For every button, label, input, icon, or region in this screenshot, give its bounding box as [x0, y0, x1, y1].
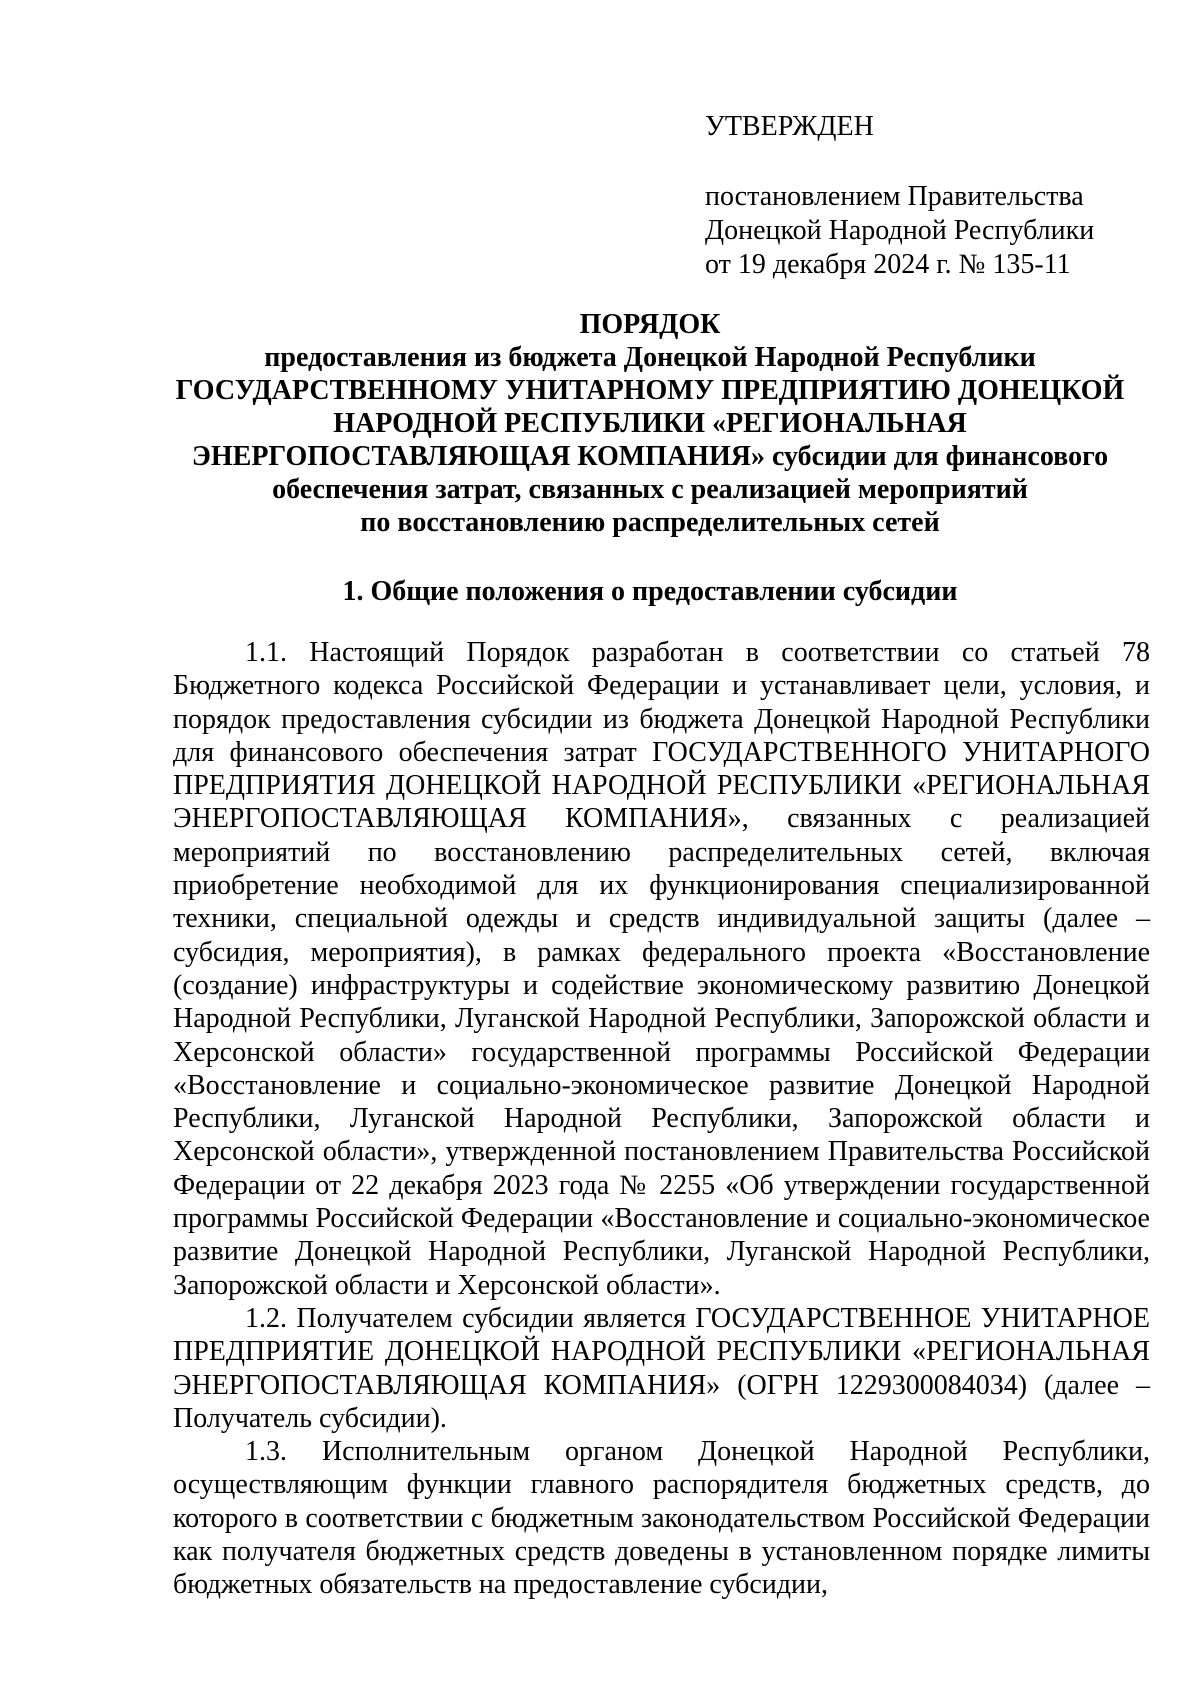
- title-heading: ПОРЯДОК: [579, 309, 721, 340]
- title-line-4: ЭНЕРГОПОСТАВЛЯЮЩАЯ КОМПАНИЯ» субсидии для финансового: [191, 441, 1109, 472]
- approval-line-2: Донецкой Народной Республики: [705, 215, 1095, 246]
- section-heading: 1. Общие положения о предоставлении субсидии: [342, 576, 958, 607]
- paragraph-1-1: 1.1. Настоящий Порядок разработан в соответствии со статьей 78 Бюджетного кодекса Российской Федерации и устанавливает цели, условия, и порядок предоставления субсидии из бюджета Донецкой Народной Республики для финансового обеспечения затрат ГОСУДАРСТВЕННОГО УНИТАРНОГО ПРЕДПРИЯТИЯ ДОНЕЦКОЙ НАРОДНОЙ РЕСПУБЛИКИ «РЕГИОНАЛЬНАЯ ЭНЕРГОПОСТАВЛЯЮЩАЯ КОМПАНИЯ», связанных с реализацией мероприятий по восстановлению распределительных сетей, включая приобретение необходимой для их функционирования специализированной техники, специальной одежды и средств индивидуальной защиты (далее – субсидия, мероприятия), в рамках федерального проекта «Восстановление (создание) инфраструктуры и содействие экономическому развитию Донецкой Народной Республики, Луганской Народной Республики, Запорожской области и Херсонской области» государственной программы Российской Федерации «Восстановление и социально-экономическое развитие Донецкой Народной Республики, Луганской Народной Республики, Запорожской области и Херсонской области», утвержденной постановлением Правительства Российской Федерации от 22 декабря 2023 года № 2255 «Об утверждении государственной программы Российской Федерации «Восстановление и социально-экономическое развитие Донецкой Народной Республики, Луганской Народной Республики, Запорожской области и Херсонской области».: [173, 637, 1150, 1301]
- approval-line-1: постановлением Правительства: [705, 181, 1084, 212]
- title-line-2: ГОСУДАРСТВЕННОМУ УНИТАРНОМУ ПРЕДПРИЯТИЮ ДОНЕЦКОЙ: [175, 375, 1125, 406]
- title-line-5: обеспечения затрат, связанных с реализацией мероприятий: [272, 474, 1028, 505]
- approval-block: [705, 110, 1145, 282]
- title-line-6: по восстановлению распределительных сетей: [360, 507, 940, 538]
- paragraph-1-2: 1.2. Получателем субсидии является ГОСУДАРСТВЕННОЕ УНИТАРНОЕ ПРЕДПРИЯТИЕ ДОНЕЦКОЙ НАРОДНОЙ РЕСПУБЛИКИ «РЕГИОНАЛЬНАЯ ЭНЕРГОПОСТАВЛЯЮЩАЯ КОМПАНИЯ» (ОГРН 1229300084034) (далее – Получатель субсидии).: [173, 1302, 1150, 1434]
- title-line-1: предоставления из бюджета Донецкой Народной Республики: [264, 342, 1036, 373]
- approval-stamp-title: УТВЕРЖДЕН: [705, 111, 874, 142]
- document-title: [150, 308, 1150, 539]
- paragraph-1-3: 1.3. Исполнительным органом Донецкой Народной Республики, осуществляющим функции главного распорядителя бюджетных средств, до которого в соответствии с бюджетным законодательством Российской Федерации как получателя бюджетных средств доведены в установленном порядке лимиты бюджетных обязательств на предоставление субсидии,: [173, 1436, 1150, 1601]
- section-body: [173, 636, 1150, 1602]
- title-line-3: НАРОДНОЙ РЕСПУБЛИКИ «РЕГИОНАЛЬНАЯ: [333, 408, 967, 439]
- approval-line-3: от 19 декабря 2024 г. № 135-11: [705, 249, 1071, 280]
